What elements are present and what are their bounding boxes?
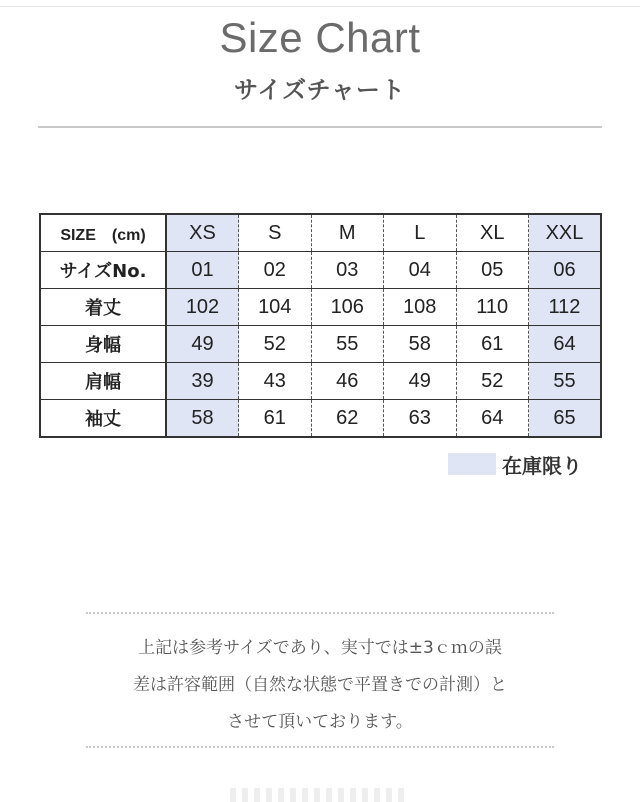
table-cell: 64 [529, 326, 602, 363]
size-note [0, 630, 640, 741]
table-row [40, 289, 601, 326]
table-cell: 01 [166, 252, 239, 289]
row-label-shoulder-width: 肩幅 [40, 363, 166, 400]
table-row [40, 400, 601, 438]
table-cell: 02 [239, 252, 312, 289]
table-cell: 04 [384, 252, 457, 289]
table-cell: 52 [456, 363, 529, 400]
table-cell: 58 [166, 400, 239, 438]
table-cell: 108 [384, 289, 457, 326]
table-cell: 06 [529, 252, 602, 289]
row-label-length: 着丈 [40, 289, 166, 326]
header-label: SIZE (cm) [40, 214, 166, 252]
size-m-header: M [311, 214, 384, 252]
size-xl-header: XL [456, 214, 529, 252]
note-line: させて頂いております。 [227, 712, 413, 732]
legend-label: 在庫限り [502, 453, 582, 478]
row-label-size-number: サイズNo. [40, 252, 166, 289]
page-title: Size Chart [219, 14, 421, 61]
note-line: 上記は参考サイズであり、実寸では±3ｃｍの誤 [138, 638, 502, 658]
size-xxl-header: XXL [529, 214, 602, 252]
table-cell: 112 [529, 289, 602, 326]
table-cell: 55 [529, 363, 602, 400]
note-bottom-divider [86, 746, 554, 748]
page-subtitle: サイズチャート [234, 76, 406, 104]
table-cell: 110 [456, 289, 529, 326]
table-cell: 104 [239, 289, 312, 326]
table-cell: 65 [529, 400, 602, 438]
row-label-chest-width: 身幅 [40, 326, 166, 363]
stock-legend [448, 452, 582, 476]
legend-swatch [448, 453, 496, 475]
table-row [40, 363, 601, 400]
cut-off-text [230, 788, 410, 802]
size-l-header: L [384, 214, 457, 252]
table-cell: 106 [311, 289, 384, 326]
size-s-header: S [239, 214, 312, 252]
table-cell: 102 [166, 289, 239, 326]
size-xs-header: XS [166, 214, 239, 252]
table-cell: 62 [311, 400, 384, 438]
table-cell: 64 [456, 400, 529, 438]
table-row [40, 326, 601, 363]
table-cell: 49 [384, 363, 457, 400]
table-row [40, 252, 601, 289]
title-divider [38, 126, 602, 128]
top-rule [0, 6, 640, 7]
table-cell: 52 [239, 326, 312, 363]
table-cell: 61 [456, 326, 529, 363]
note-top-divider [86, 612, 554, 614]
table-cell: 39 [166, 363, 239, 400]
table-cell: 43 [239, 363, 312, 400]
row-label-sleeve-length: 袖丈 [40, 400, 166, 438]
table-cell: 61 [239, 400, 312, 438]
table-row-size [40, 214, 601, 252]
note-line: 差は許容範囲（自然な状態で平置きでの計測）と [133, 675, 507, 695]
table-cell: 49 [166, 326, 239, 363]
table-cell: 46 [311, 363, 384, 400]
table-cell: 63 [384, 400, 457, 438]
size-chart-table [39, 213, 602, 438]
table-cell: 05 [456, 252, 529, 289]
table-cell: 03 [311, 252, 384, 289]
table-cell: 58 [384, 326, 457, 363]
table-cell: 55 [311, 326, 384, 363]
